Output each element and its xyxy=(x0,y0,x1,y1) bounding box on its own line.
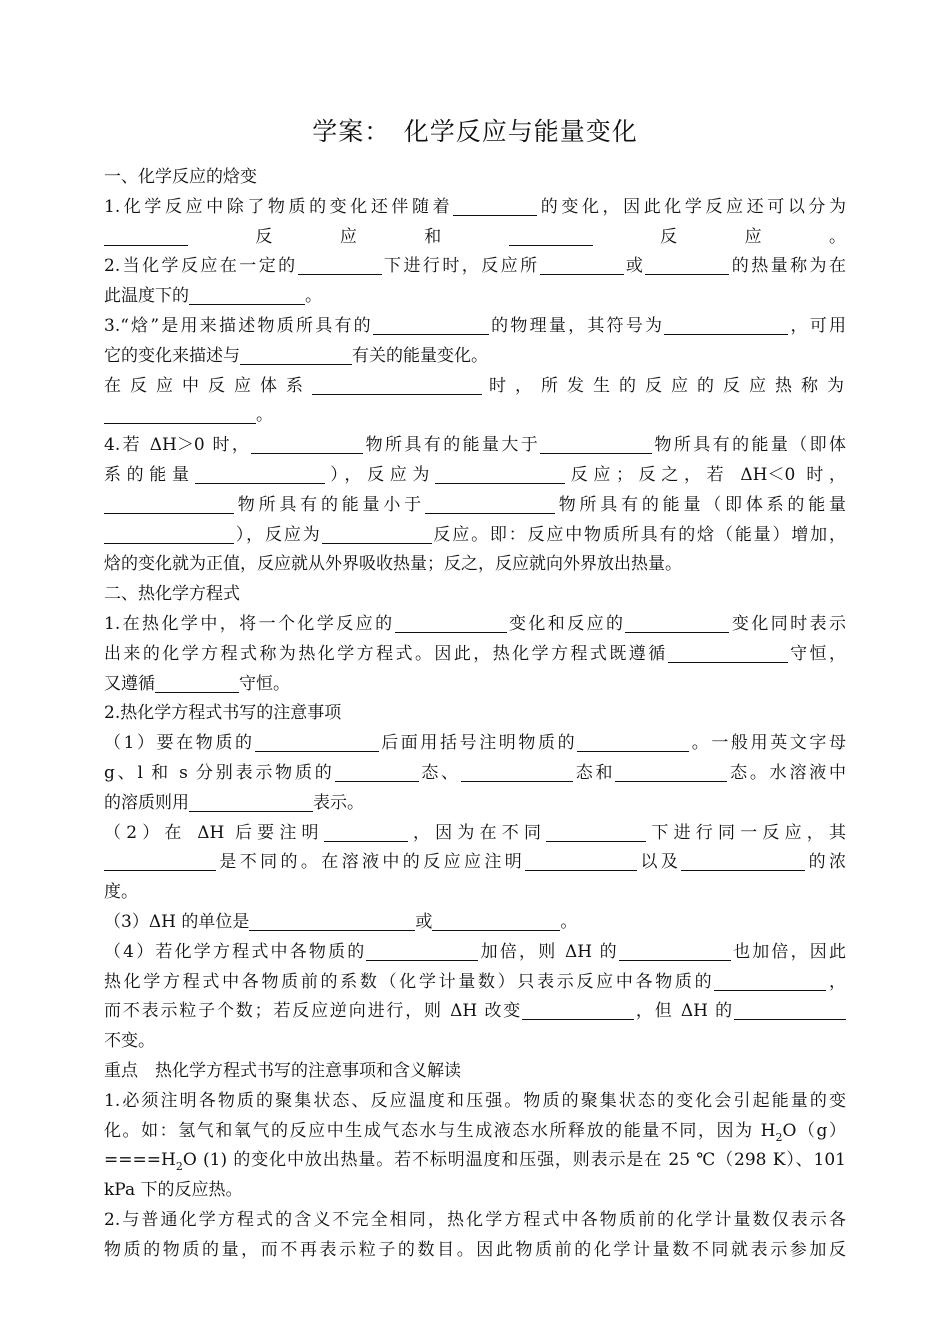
fill-blank[interactable] xyxy=(546,821,646,842)
paragraph-2-2: 2.热化学方程式书写的注意事项 xyxy=(104,703,342,724)
fill-blank[interactable] xyxy=(645,254,729,275)
fill-blank[interactable] xyxy=(195,463,325,484)
paragraph-1-5: 4.若 ΔH＞0 时， 物所具有的能量大于 物所具有的能量（即体 系的能量 ），反应为 反应；反之，若 ΔH＜0 时， 物所具有的能量小于 物所具有的能量（即体系的能量 ），反应为 反应。即：反应中物质所具有的焓（能量）增加， 焓的变化就为正值，反应就从外界吸收热量；反之，反应就向外界放出热量。 xyxy=(104,435,847,575)
section-heading-2: 二、热化学方程式 xyxy=(104,584,240,605)
fill-blank[interactable] xyxy=(664,314,788,335)
fill-blank[interactable] xyxy=(104,850,216,871)
fill-blank[interactable] xyxy=(189,791,313,812)
paragraph-1-3: 3.“焓”是用来描述物质所具有的 的物理量，其符号为 ，可用 它的变化来描述与 有关的能量变化。 xyxy=(104,315,847,366)
fill-blank[interactable] xyxy=(432,910,560,931)
fill-blank[interactable] xyxy=(312,374,482,395)
fill-blank[interactable] xyxy=(155,672,239,693)
fill-blank[interactable] xyxy=(577,731,689,752)
fill-blank[interactable] xyxy=(104,493,234,514)
fill-blank[interactable] xyxy=(435,463,565,484)
fill-blank[interactable] xyxy=(668,642,788,663)
fill-blank[interactable] xyxy=(522,999,634,1020)
paragraph-1-4: 在反应中反应体系 时，所发生的反应的反应热称为 。 xyxy=(104,375,846,426)
fill-blank[interactable] xyxy=(425,493,555,514)
paragraph-1-2: 2.当化学反应在一定的 下进行时，反应所 或 的热量称为在 此温度下的 。 xyxy=(104,256,846,307)
section-heading-1: 一、化学反应的焓变 xyxy=(104,167,257,187)
fill-blank[interactable] xyxy=(734,999,846,1020)
fill-blank[interactable] xyxy=(453,195,537,216)
paragraph-3-1: 1.必须注明各物质的聚集状态、反应温度和压强。物质的聚集状态的变化会引起能量的变 化。如：氢气和氧气的反应中生成气态水与生成液态水所释放的能量不同，因为 $H_2O(g)$ $====H_2O$ (1) 的变化中放出热量。若不标明温度和压强，则表示是在 25 ℃（298 K）、101 kPa 下的反应热。 xyxy=(104,1090,846,1201)
fill-blank[interactable] xyxy=(366,940,478,961)
fill-blank[interactable] xyxy=(625,612,729,633)
fill-blank[interactable] xyxy=(461,761,573,782)
fill-blank[interactable] xyxy=(525,850,637,871)
fill-blank[interactable] xyxy=(298,254,382,275)
fill-blank[interactable] xyxy=(509,225,593,246)
document-body xyxy=(104,163,846,1265)
fill-blank[interactable] xyxy=(714,970,826,991)
fill-blank[interactable] xyxy=(540,254,624,275)
paragraph-3-2: 2.与普通化学方程式的含义不完全相同，热化学方程式中各物质前的化学计量数仅表示各 物质的物质的量，而不再表示粒子的数目。因此物质前的化学计量数不同就表示参加反 xyxy=(104,1209,846,1260)
fill-blank[interactable] xyxy=(104,225,188,246)
fill-blank[interactable] xyxy=(189,284,305,305)
fill-blank[interactable] xyxy=(104,403,256,424)
fill-blank[interactable] xyxy=(540,433,652,454)
paragraph-1-1: 1.化学反应中除了物质的变化还伴随着 的变化，因此化学反应还可以分为 反应和 反应。 xyxy=(104,196,847,247)
fill-blank[interactable] xyxy=(335,761,419,782)
fill-blank[interactable] xyxy=(255,731,379,752)
item-2-3: （3）ΔH 的单位是 或 。 xyxy=(104,911,578,932)
item-2-4: （4）若化学方程式中各物质的 加倍，则 ΔH 的 也加倍，因此 热化学方程式中各物质前的系数（化学计量数）只表示反应中各物质的 ， 而不表示粒子个数；若反应逆向进行，则 ΔH 改变 ，但 ΔH 的 不变。 xyxy=(104,941,846,1052)
fill-blank[interactable] xyxy=(395,612,507,633)
fill-blank[interactable] xyxy=(104,523,234,544)
fill-blank[interactable] xyxy=(240,344,352,365)
item-2-1: （1）要在物质的 后面用括号注明物质的 。一般用英文字母 g、l 和 s 分别表示物质的 态、 态和 态。水溶液中 的溶质则用 表示。 xyxy=(104,733,847,813)
paragraph-2-1: 1.在热化学中，将一个化学反应的 变化和反应的 变化同时表示 出来的化学方程式称为热化学方程式。因此，热化学方程式既遵循 守恒， 又遵循 守恒。 xyxy=(104,613,847,694)
item-2-2: （2）在 ΔH 后要注明 ，因为在不同 下进行同一反应，其 是不同的。在溶液中的反应应注明 以及 的浓 度。 xyxy=(104,822,847,903)
fill-blank[interactable] xyxy=(681,850,805,871)
document-title: 学案： 化学反应与能量变化 xyxy=(312,117,638,146)
fill-blank[interactable] xyxy=(324,821,408,842)
fill-blank[interactable] xyxy=(373,314,489,335)
fill-blank[interactable] xyxy=(249,910,415,931)
fill-blank[interactable] xyxy=(615,761,727,782)
fill-blank[interactable] xyxy=(619,940,731,961)
fill-blank[interactable] xyxy=(322,523,432,544)
fill-blank[interactable] xyxy=(251,433,363,454)
section-heading-3: 重点 热化学方程式书写的注意事项和含义解读 xyxy=(104,1060,461,1081)
